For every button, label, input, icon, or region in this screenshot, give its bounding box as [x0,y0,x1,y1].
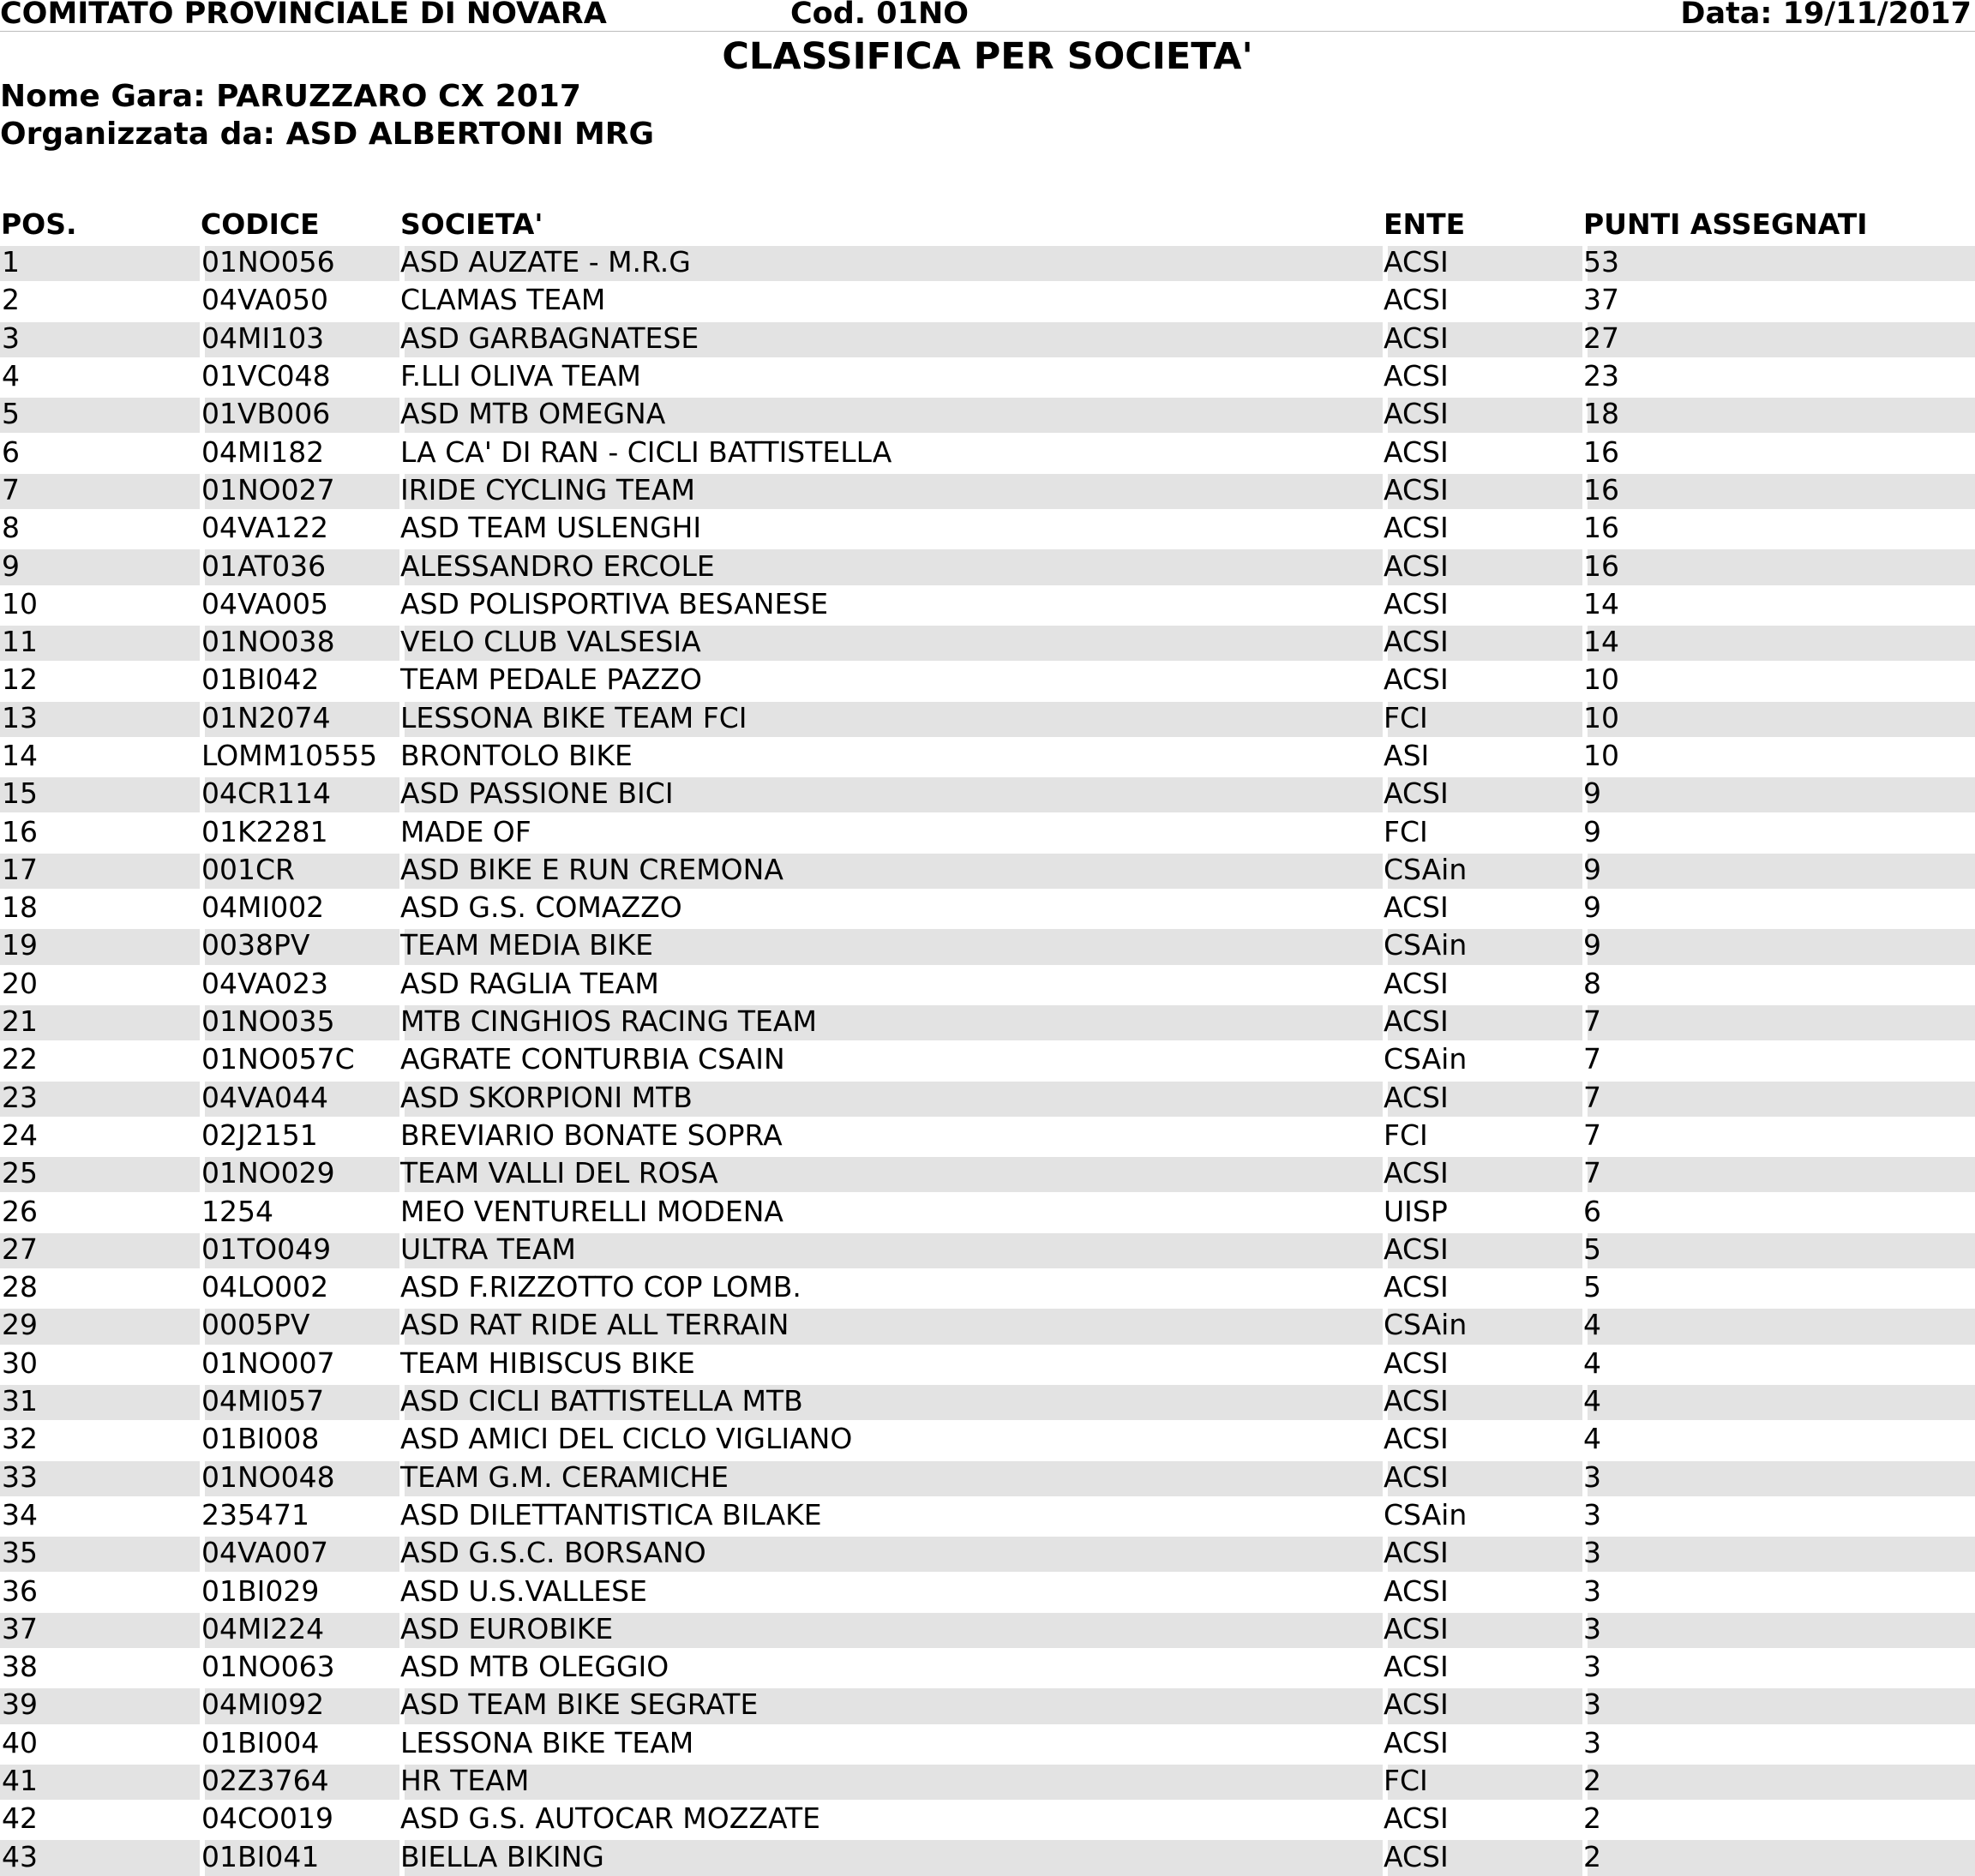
ente-cell: FCI [1383,1117,1582,1154]
table-header-row [0,206,1975,243]
pos-cell: 19 [0,926,200,964]
pos-cell: 13 [0,699,200,737]
punti-cell: 7 [1582,1040,1975,1078]
pos-cell: 27 [0,1231,200,1268]
code-cell: 01BI041 [200,1837,399,1875]
ente-cell: ACSI [1383,623,1582,661]
code-cell: 04VA050 [200,281,399,319]
pos-cell: 20 [2,966,38,1000]
ente-cell: ACSI [1383,1837,1582,1875]
table-row [0,737,1975,775]
pos-cell: 9 [0,547,200,584]
societa-cell: TEAM PEDALE PAZZO [399,661,1383,698]
societa-cell: TEAM HIBISCUS BIKE [399,1345,1383,1382]
societa-cell: F.LLI OLIVA TEAM [399,357,1383,395]
punti-cell: 2 [1582,1800,1975,1837]
ente-cell: CSAin [1383,1306,1582,1344]
ente-cell: ASI [1383,737,1582,775]
table-row [0,1117,1975,1154]
table-row [0,1420,1975,1458]
table-row [0,812,1975,850]
code-cell: 04VA023 [200,965,399,1003]
societa-cell: TEAM G.M. CERAMICHE [399,1459,1383,1496]
ente-cell: ACSI [1383,243,1582,281]
pos-cell: 3 [0,320,200,357]
table-row [0,1762,1975,1800]
code-cell: 1254 [200,1192,399,1230]
code-cell: 01NO063 [200,1648,399,1686]
societa-cell: ASD TEAM BIKE SEGRATE [399,1686,1383,1723]
societa-cell: TEAM VALLI DEL ROSA [399,1154,1383,1192]
code-cell: 04MI002 [200,889,399,926]
punti-cell: 2 [1582,1837,1975,1875]
code-cell: 04MI103 [200,320,399,357]
punti-cell: 5 [1582,1231,1975,1268]
societa-cell: BREVIARIO BONATE SOPRA [399,1117,1383,1154]
ente-cell: ACSI [1383,965,1582,1003]
code-cell: 04VA007 [200,1534,399,1572]
punti-cell: 2 [1582,1762,1975,1800]
punti-cell: 10 [1582,661,1975,698]
pos-cell: 30 [2,1346,38,1380]
societa-cell: ASD PASSIONE BICI [399,775,1383,812]
code-cell: 01BI029 [200,1572,399,1609]
code-cell: 01NO056 [200,243,399,281]
societa-cell: ASD AUZATE - M.R.G [399,243,1383,281]
societa-cell: ASD F.RIZZOTTO COP LOMB. [399,1268,1383,1306]
table-row [0,965,1975,1003]
ente-cell: ACSI [1383,1345,1582,1382]
code-cell: 04LO002 [200,1268,399,1306]
pos-cell: 32 [2,1422,38,1456]
code-cell: 02Z3764 [200,1762,399,1800]
punti-cell: 16 [1582,547,1975,584]
punti-cell: 14 [1582,585,1975,623]
table-row [0,926,1975,964]
column-header-punti: PUNTI ASSEGNATI [1583,207,1868,241]
table-row [0,1724,1975,1762]
table-row [0,1003,1975,1040]
table-row [0,1648,1975,1686]
ente-cell: CSAin [1383,1496,1582,1534]
punti-cell: 9 [1582,889,1975,926]
societa-cell: LESSONA BIKE TEAM [399,1724,1383,1762]
table-row [0,1231,1975,1268]
societa-cell: BIELLA BIKING [399,1837,1383,1875]
societa-cell: LESSONA BIKE TEAM FCI [399,699,1383,737]
societa-cell: LA CA' DI RAN - CICLI BATTISTELLA [399,433,1383,470]
table-row [0,509,1975,547]
punti-cell: 14 [1582,623,1975,661]
pos-cell: 4 [2,359,20,393]
pos-cell: 1 [0,243,200,281]
punti-cell: 10 [1582,699,1975,737]
code-cell: 01NO029 [200,1154,399,1192]
societa-cell: ASD MTB OLEGGIO [399,1648,1383,1686]
code-cell: 01NO007 [200,1345,399,1382]
ente-cell: ACSI [1383,1154,1582,1192]
ente-cell: ACSI [1383,547,1582,584]
table-row [0,1496,1975,1534]
ente-cell: UISP [1383,1192,1582,1230]
punti-cell: 4 [1582,1306,1975,1344]
pos-cell: 18 [2,890,38,925]
code-cell: LOMM10555 [200,737,399,775]
pos-cell: 21 [0,1003,200,1040]
pos-cell: 31 [0,1382,200,1420]
societa-cell: ASD G.S. AUTOCAR MOZZATE [399,1800,1383,1837]
code-cell: 04MI092 [200,1686,399,1723]
table-row [0,1610,1975,1648]
pos-cell: 5 [0,395,200,433]
societa-cell: MADE OF [399,812,1383,850]
column-header-pos: POS. [1,207,77,241]
societa-cell: IRIDE CYCLING TEAM [399,471,1383,509]
societa-cell: ASD AMICI DEL CICLO VIGLIANO [399,1420,1383,1458]
pos-cell: 23 [0,1079,200,1117]
societa-cell: ASD U.S.VALLESE [399,1572,1383,1609]
pos-cell: 16 [2,814,38,848]
pos-cell: 10 [2,586,38,620]
societa-cell: HR TEAM [399,1762,1383,1800]
punti-cell: 9 [1582,926,1975,964]
ente-cell: ACSI [1383,775,1582,812]
table-row [0,1686,1975,1723]
table-row [0,1572,1975,1609]
pos-cell: 25 [0,1154,200,1192]
pos-cell: 41 [0,1762,200,1800]
document-header [0,0,1975,32]
societa-cell: VELO CLUB VALSESIA [399,623,1383,661]
column-header-societa: SOCIETA' [400,207,543,241]
ente-cell: ACSI [1383,661,1582,698]
table-row [0,471,1975,509]
societa-cell: BRONTOLO BIKE [399,737,1383,775]
punti-cell: 53 [1582,243,1975,281]
pos-cell: 14 [2,739,38,772]
punti-cell: 18 [1582,395,1975,433]
page-title: CLASSIFICA PER SOCIETA' [722,35,1253,78]
table-row [0,281,1975,319]
committee-name: COMITATO PROVINCIALE DI NOVARA [0,0,607,31]
pos-cell: 39 [0,1686,200,1723]
code-cell: 01NO057C [200,1040,399,1078]
code-cell: 01AT036 [200,547,399,584]
table-row [0,320,1975,357]
punti-cell: 7 [1582,1154,1975,1192]
punti-cell: 6 [1582,1192,1975,1230]
table-body [0,243,1975,1876]
punti-cell: 3 [1582,1459,1975,1496]
table-row [0,433,1975,470]
table-row [0,1268,1975,1306]
code-cell: 04MI057 [200,1382,399,1420]
document-date: Data: 19/11/2017 [1680,0,1972,31]
punti-cell: 23 [1582,357,1975,395]
punti-cell: 5 [1582,1268,1975,1306]
punti-cell: 3 [1582,1648,1975,1686]
code-cell: 01VB006 [200,395,399,433]
societa-cell: ASD GARBAGNATESE [399,320,1383,357]
pos-cell: 43 [0,1837,200,1875]
code-cell: 04VA005 [200,585,399,623]
societa-cell: AGRATE CONTURBIA CSAIN [399,1040,1383,1078]
pos-cell: 17 [0,851,200,889]
societa-cell: ASD MTB OMEGNA [399,395,1383,433]
societa-cell: ASD CICLI BATTISTELLA MTB [399,1382,1383,1420]
pos-cell: 34 [2,1497,38,1531]
punti-cell: 3 [1582,1496,1975,1534]
table-row [0,1079,1975,1117]
table-row [0,1837,1975,1875]
code-cell: 001CR [200,851,399,889]
ente-cell: ACSI [1383,1724,1582,1762]
organizer: Organizzata da: ASD ALBERTONI MRG [0,117,655,152]
pos-cell: 26 [2,1194,38,1228]
societa-cell: ASD RAGLIA TEAM [399,965,1383,1003]
code-cell: 01BI042 [200,661,399,698]
societa-cell: ULTRA TEAM [399,1231,1383,1268]
ente-cell: ACSI [1383,1079,1582,1117]
societa-cell: CLAMAS TEAM [399,281,1383,319]
column-header-ente: ENTE [1384,207,1466,241]
ente-cell: ACSI [1383,1420,1582,1458]
ente-cell: ACSI [1383,1268,1582,1306]
ente-cell: CSAin [1383,1040,1582,1078]
pos-cell: 6 [2,435,20,469]
pos-cell: 7 [0,471,200,509]
punti-cell: 3 [1582,1686,1975,1723]
pos-cell: 11 [0,623,200,661]
table-row [0,243,1975,281]
code-cell: 01VC048 [200,357,399,395]
code-cell: 01NO035 [200,1003,399,1040]
code-cell: 04MI182 [200,433,399,470]
ente-cell: ACSI [1383,320,1582,357]
ente-cell: ACSI [1383,395,1582,433]
code-cell: 01K2281 [200,812,399,850]
punti-cell: 9 [1582,851,1975,889]
ente-cell: ACSI [1383,281,1582,319]
punti-cell: 3 [1582,1610,1975,1648]
punti-cell: 9 [1582,812,1975,850]
pos-cell: 38 [2,1650,38,1684]
societa-cell: ASD G.S.C. BORSANO [399,1534,1383,1572]
code-cell: 235471 [200,1496,399,1534]
ente-cell: ACSI [1383,1686,1582,1723]
table-row [0,1800,1975,1837]
punti-cell: 3 [1582,1724,1975,1762]
race-name: Nome Gara: PARUZZARO CX 2017 [0,79,581,114]
pos-cell: 8 [2,511,20,545]
ente-cell: ACSI [1383,585,1582,623]
societa-cell: MEO VENTURELLI MODENA [399,1192,1383,1230]
societa-cell: ASD G.S. COMAZZO [399,889,1383,926]
table-row [0,585,1975,623]
punti-cell: 16 [1582,509,1975,547]
code-cell: 0038PV [200,926,399,964]
punti-cell: 7 [1582,1003,1975,1040]
table-row [0,1534,1975,1572]
code-cell: 04MI224 [200,1610,399,1648]
pos-cell: 15 [0,775,200,812]
ente-cell: ACSI [1383,1003,1582,1040]
punti-cell: 4 [1582,1345,1975,1382]
ente-cell: FCI [1383,1762,1582,1800]
table-row [0,889,1975,926]
societa-cell: ASD TEAM USLENGHI [399,509,1383,547]
pos-cell: 35 [0,1534,200,1572]
table-row [0,357,1975,395]
pos-cell: 28 [2,1270,38,1304]
ente-cell: CSAin [1383,926,1582,964]
code-cell: 01TO049 [200,1231,399,1268]
table-row [0,1154,1975,1192]
code-cell: 01NO027 [200,471,399,509]
code-cell: 04VA122 [200,509,399,547]
ente-cell: FCI [1383,699,1582,737]
pos-cell: 2 [2,283,20,317]
ente-cell: ACSI [1383,1534,1582,1572]
societa-cell: ASD DILETTANTISTICA BILAKE [399,1496,1383,1534]
societa-cell: MTB CINGHIOS RACING TEAM [399,1003,1383,1040]
table-row [0,1306,1975,1344]
pos-cell: 37 [0,1610,200,1648]
ente-cell: ACSI [1383,1572,1582,1609]
table-row [0,1192,1975,1230]
table-row [0,547,1975,584]
punti-cell: 10 [1582,737,1975,775]
societa-cell: ALESSANDRO ERCOLE [399,547,1383,584]
ente-cell: ACSI [1383,1610,1582,1648]
pos-cell: 29 [0,1306,200,1344]
ente-cell: ACSI [1383,1800,1582,1837]
punti-cell: 3 [1582,1572,1975,1609]
ente-cell: ACSI [1383,889,1582,926]
punti-cell: 16 [1582,433,1975,470]
committee-code: Cod. 01NO [790,0,969,31]
pos-cell: 42 [2,1801,38,1836]
code-cell: 01BI008 [200,1420,399,1458]
punti-cell: 3 [1582,1534,1975,1572]
punti-cell: 7 [1582,1079,1975,1117]
table-row [0,1382,1975,1420]
table-row [0,1345,1975,1382]
ente-cell: ACSI [1383,1459,1582,1496]
table-row [0,851,1975,889]
societa-cell: ASD BIKE E RUN CREMONA [399,851,1383,889]
pos-cell: 24 [2,1118,38,1152]
societa-cell: ASD EUROBIKE [399,1610,1383,1648]
punti-cell: 27 [1582,320,1975,357]
punti-cell: 16 [1582,471,1975,509]
ente-cell: ACSI [1383,433,1582,470]
code-cell: 04CR114 [200,775,399,812]
ente-cell: ACSI [1383,357,1582,395]
code-cell: 04VA044 [200,1079,399,1117]
ranking-table [0,206,1975,1876]
table-row [0,1459,1975,1496]
code-cell: 01NO048 [200,1459,399,1496]
ente-cell: ACSI [1383,509,1582,547]
ente-cell: CSAin [1383,851,1582,889]
column-header-codice: CODICE [201,207,320,241]
punti-cell: 37 [1582,281,1975,319]
code-cell: 01BI004 [200,1724,399,1762]
code-cell: 0005PV [200,1306,399,1344]
table-row [0,395,1975,433]
table-row [0,623,1975,661]
punti-cell: 8 [1582,965,1975,1003]
punti-cell: 4 [1582,1382,1975,1420]
punti-cell: 9 [1582,775,1975,812]
code-cell: 01N2074 [200,699,399,737]
pos-cell: 33 [0,1459,200,1496]
ente-cell: FCI [1383,812,1582,850]
societa-cell: ASD POLISPORTIVA BESANESE [399,585,1383,623]
punti-cell: 7 [1582,1117,1975,1154]
pos-cell: 22 [2,1042,38,1076]
table-row [0,699,1975,737]
societa-cell: ASD RAT RIDE ALL TERRAIN [399,1306,1383,1344]
ente-cell: ACSI [1383,1382,1582,1420]
code-cell: 02J2151 [200,1117,399,1154]
pos-cell: 36 [2,1573,38,1608]
code-cell: 04CO019 [200,1800,399,1837]
pos-cell: 12 [2,662,38,697]
code-cell: 01NO038 [200,623,399,661]
table-row [0,775,1975,812]
table-row [0,661,1975,698]
ente-cell: ACSI [1383,471,1582,509]
ente-cell: ACSI [1383,1231,1582,1268]
punti-cell: 4 [1582,1420,1975,1458]
ente-cell: ACSI [1383,1648,1582,1686]
pos-cell: 40 [2,1725,38,1759]
table-row [0,1040,1975,1078]
societa-cell: ASD SKORPIONI MTB [399,1079,1383,1117]
societa-cell: TEAM MEDIA BIKE [399,926,1383,964]
